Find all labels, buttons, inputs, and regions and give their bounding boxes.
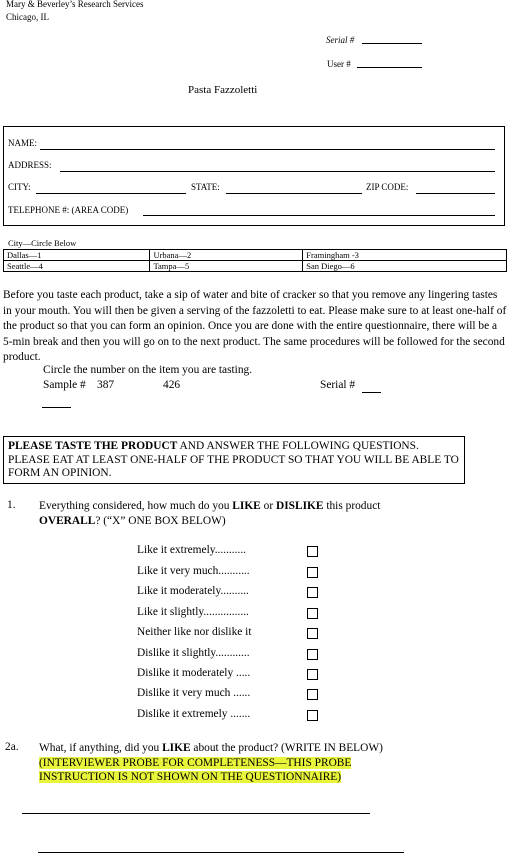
checkbox-dislike-very-much[interactable] xyxy=(307,689,318,700)
option-label: Dislike it slightly............ xyxy=(137,647,250,659)
user-field[interactable] xyxy=(357,67,422,68)
answer-line-2[interactable] xyxy=(38,852,404,853)
city-table-caption: City—Circle Below xyxy=(8,238,77,248)
city-option-san-diego[interactable]: San Diego—6 xyxy=(303,261,507,272)
checkbox-dislike-extremely[interactable] xyxy=(307,710,318,721)
table-row xyxy=(4,261,507,272)
address-field[interactable] xyxy=(60,171,495,172)
city-field[interactable] xyxy=(36,193,186,194)
instructions-paragraph: Before you taste each product, take a sip of water and bite of cracker so that you remove any lingering tastes in your mouth. You will then be given a serving of the fazzoletti to eat. Please make sure to at least one-half of the product so that you can form an opinion. Once you are done with the entire questionnaire, there will be a 5-min break and then you will go on to the next product. The same procedures will be followed for the second product. xyxy=(3,289,507,364)
option-label: Like it moderately.......... xyxy=(137,585,249,597)
name-field[interactable] xyxy=(40,149,495,150)
state-field[interactable] xyxy=(226,193,362,194)
checkbox-dislike-slightly[interactable] xyxy=(307,649,318,660)
interviewer-probe-line-1: (INTERVIEWER PROBE FOR COMPLETENESS—THIS PROBE xyxy=(39,756,352,769)
option-label: Dislike it moderately ..... xyxy=(137,667,251,679)
sample-serial-field[interactable] xyxy=(362,392,381,393)
notice-text: AND ANSWER THE FOLLOWING QUESTIONS. PLEASE EAT AT LEAST ONE-HALF OF THE PRODUCT SO THAT YOU WILL BE ABLE TO FORM AN OPINION. xyxy=(8,440,459,479)
sample-number-426[interactable]: 426 xyxy=(163,379,181,391)
checkbox-like-slightly[interactable] xyxy=(307,608,318,619)
city-option-framingham[interactable]: Framingham -3 xyxy=(303,250,507,261)
question-2a-number: 2a. xyxy=(5,741,19,753)
checkbox-like-extremely[interactable] xyxy=(307,546,318,557)
city-label: CITY: xyxy=(8,182,31,192)
table-row xyxy=(4,250,507,261)
user-label: User # xyxy=(327,59,351,69)
city-option-dallas[interactable]: Dallas—1 xyxy=(4,250,150,261)
interviewer-probe-line-2: INSTRUCTION IS NOT SHOWN ON THE QUESTIONNAIRE) xyxy=(39,771,342,783)
checkbox-like-very-much[interactable] xyxy=(307,567,318,578)
option-label: Dislike it extremely ....... xyxy=(137,708,251,720)
option-label: Dislike it very much ...... xyxy=(137,687,251,699)
serial-field[interactable] xyxy=(362,43,422,44)
city-option-urbana[interactable]: Urbana—2 xyxy=(150,250,303,261)
checkbox-neither[interactable] xyxy=(307,628,318,639)
city-option-tampa[interactable]: Tampa—5 xyxy=(150,261,303,272)
telephone-field[interactable] xyxy=(143,215,495,216)
question-1-text: Everything considered, how much do you LIKE or DISLIKE this product OVERALL? (“X” ONE BOX BELOW) xyxy=(39,500,381,527)
sample-blank-field[interactable] xyxy=(42,407,71,408)
option-label: Like it slightly................ xyxy=(137,606,249,618)
name-label: NAME: xyxy=(8,138,37,148)
option-label: Like it very much........... xyxy=(137,565,250,577)
taste-instructions-box xyxy=(3,436,465,484)
company-city: Chicago, IL xyxy=(6,12,49,22)
sample-prompt: Circle the number on the item you are tasting. xyxy=(43,364,253,376)
answer-line-1[interactable] xyxy=(22,813,370,814)
notice-bold: PLEASE TASTE THE PRODUCT xyxy=(8,440,178,452)
telephone-label: TELEPHONE #: (AREA CODE) xyxy=(8,205,129,215)
city-option-seattle[interactable]: Seattle—4 xyxy=(4,261,150,272)
checkbox-like-moderately[interactable] xyxy=(307,587,318,598)
question-1-number: 1. xyxy=(7,499,16,511)
zip-label: ZIP CODE: xyxy=(366,182,409,192)
address-label: ADDRESS: xyxy=(8,160,52,170)
city-table xyxy=(3,249,507,272)
company-name: Mary & Beverley’s Research Services xyxy=(6,0,144,9)
sample-number-387[interactable]: 387 xyxy=(97,379,115,391)
option-label: Neither like nor dislike it xyxy=(137,626,252,638)
serial-label: Serial # xyxy=(326,35,355,45)
sample-serial-label: Serial # xyxy=(320,379,356,391)
zip-field[interactable] xyxy=(416,193,495,194)
contact-form-box xyxy=(3,126,505,226)
product-title: Pasta Fazzoletti xyxy=(188,84,258,96)
state-label: STATE: xyxy=(191,182,220,192)
checkbox-dislike-moderately[interactable] xyxy=(307,669,318,680)
option-label: Like it extremely........... xyxy=(137,544,247,556)
sample-label: Sample # xyxy=(43,379,86,391)
question-2a-text: What, if anything, did you LIKE about the product? (WRITE IN BELOW) (INTERVIEWER PROBE FOR COMPLETENESS—THIS PROBE INSTRUCTION IS NOT SHOWN ON THE QUESTIONNAIRE) xyxy=(39,742,383,783)
